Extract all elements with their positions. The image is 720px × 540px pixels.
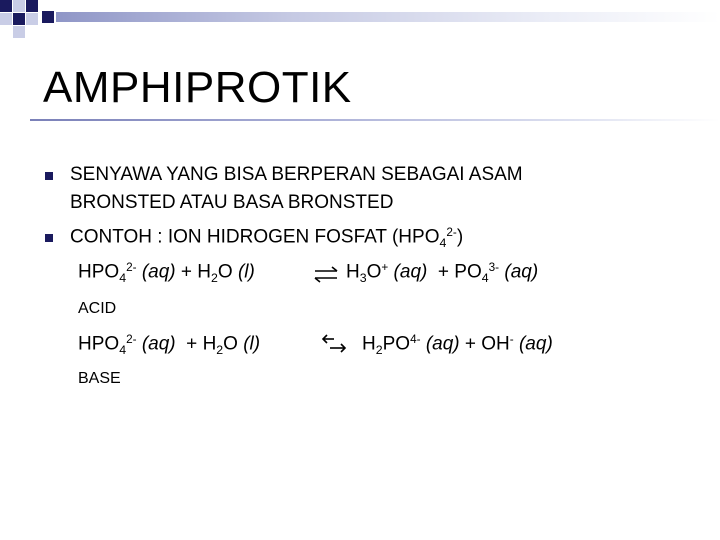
equilibrium-arrow-icon (320, 333, 348, 353)
decor-square (42, 11, 54, 23)
bullet-marker (45, 172, 53, 180)
equation-2-products: $H_2PO^{4-}$ (aq) + OH- (aq) (362, 333, 553, 357)
title-divider (30, 119, 720, 121)
equation-2-label: BASE (78, 370, 121, 387)
decor-square (0, 13, 12, 25)
decor-square (26, 0, 38, 12)
decor-square (13, 26, 25, 38)
decor-square (13, 13, 25, 25)
equation-1-label: ACID (78, 300, 117, 317)
header-gradient-bar (56, 12, 720, 22)
equation-2-reactants: $HPO_4^{2-}$ $(aq) + H_2O$ (l) (78, 333, 261, 357)
equation-1-reactants: $HPO_4^{2-}$ $(aq) + H_2O$ (l) (78, 261, 255, 285)
bullet-1-line-2: BRONSTED ATAU BASA BRONSTED (70, 192, 394, 213)
slide-title: AMPHIPROTIK (43, 63, 352, 112)
bullet-2-text: CONTOH : ION HIDROGEN FOSFAT $(HPO_4^{2-})$ (70, 226, 464, 250)
equilibrium-arrow-icon (312, 264, 340, 284)
decor-square (13, 0, 25, 12)
bullet-marker (45, 234, 53, 242)
bullet-1-line-1: SENYAWA YANG BISA BERPERAN SEBAGAI ASAM (70, 164, 523, 185)
equation-1-products: $H_3O^+$ $(aq) + PO_4^{3-}$ (aq) (346, 261, 539, 285)
decor-square (26, 13, 38, 25)
decor-square (0, 0, 12, 12)
